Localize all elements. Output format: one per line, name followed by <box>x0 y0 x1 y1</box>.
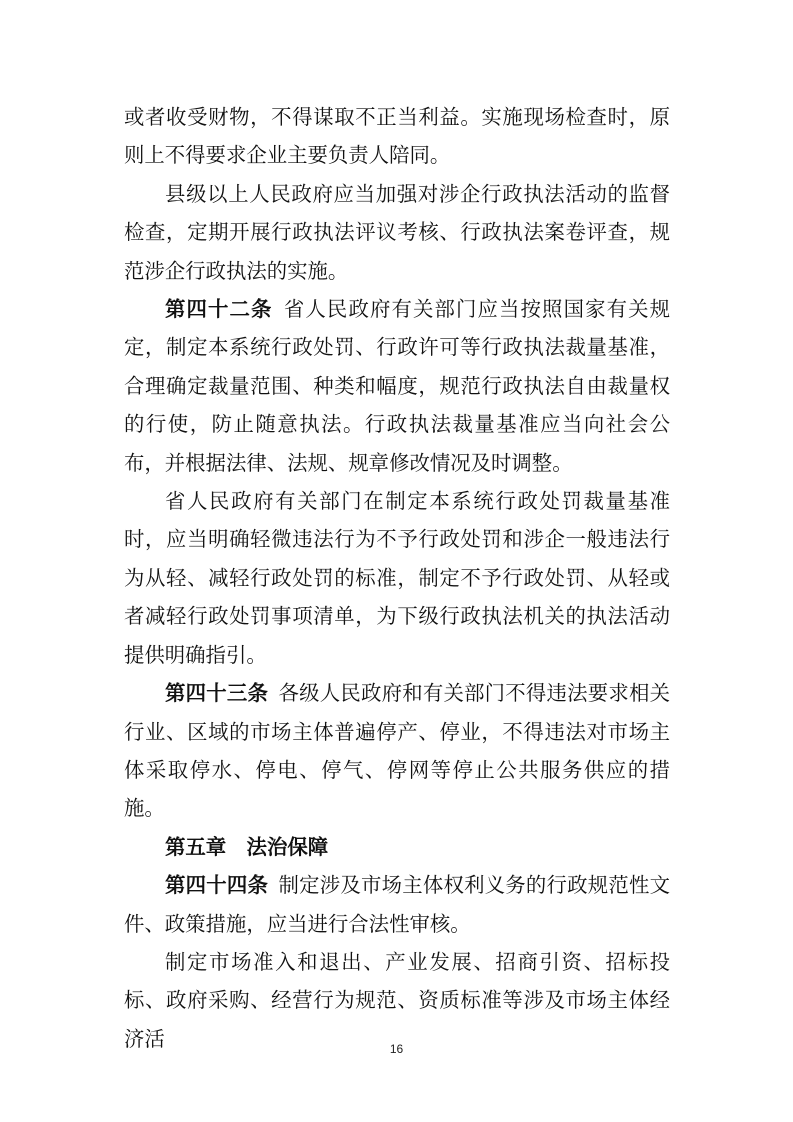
article-43-paragraph <box>124 674 670 828</box>
paragraph-4-text: 省人民政府有关部门在制定本系统行政处罚裁量基准时，应当明确轻微违法行为不予行政处罚和涉企一般违法行为从轻、减轻行政处罚的标准，制定不予行政处罚、从轻或者减轻行政处罚事项清单，为下级行政执法机关的执法活动提供明确指引。 <box>124 489 670 667</box>
article-42-paragraph <box>124 290 670 482</box>
paragraph-2 <box>124 175 670 290</box>
article-44-text: 制定涉及市场主体权利义务的行政规范性文件、政策措施，应当进行合法性审核。 <box>124 873 671 936</box>
article-42-label: 第四十二条 <box>165 297 273 322</box>
paragraph-4 <box>124 482 670 674</box>
article-43-label: 第四十三条 <box>165 681 269 706</box>
article-44-label: 第四十四条 <box>165 873 269 898</box>
article-43-text: 各级人民政府和有关部门不得违法要求相关行业、区域的市场主体普遍停产、停业，不得违法对市场主体采取停水、停电、停气、停网等停止公共服务供应的措施。 <box>124 681 671 821</box>
body-text <box>124 98 670 1058</box>
chapter-heading: 第五章 法治保障 <box>165 834 329 859</box>
paragraph-2-text: 县级以上人民政府应当加强对涉企行政执法活动的监督检查，定期开展行政执法评议考核、行政执法案卷评查，规范涉企行政执法的实施。 <box>124 181 670 283</box>
paragraph-8 <box>124 943 670 1058</box>
paragraph-1 <box>124 98 670 175</box>
paragraph-1-text: 或者收受财物，不得谋取不正当利益。实施现场检查时，原则上不得要求企业主要负责人陪同。 <box>124 105 670 168</box>
paragraph-8-text: 制定市场准入和退出、产业发展、招商引资、招标投标、政府采购、经营行为规范、资质标准等涉及市场主体经济活 <box>124 949 670 1051</box>
page-number: 16 <box>389 1042 404 1056</box>
article-44-paragraph <box>124 866 670 943</box>
article-42-text: 省人民政府有关部门应当按照国家有关规定，制定本系统行政处罚、行政许可等行政执法裁量基准，合理确定裁量范围、种类和幅度，规范行政执法自由裁量权的行使，防止随意执法。行政执法裁量基准应当向社会公布，并根据法律、法规、规章修改情况及时调整。 <box>124 297 671 475</box>
